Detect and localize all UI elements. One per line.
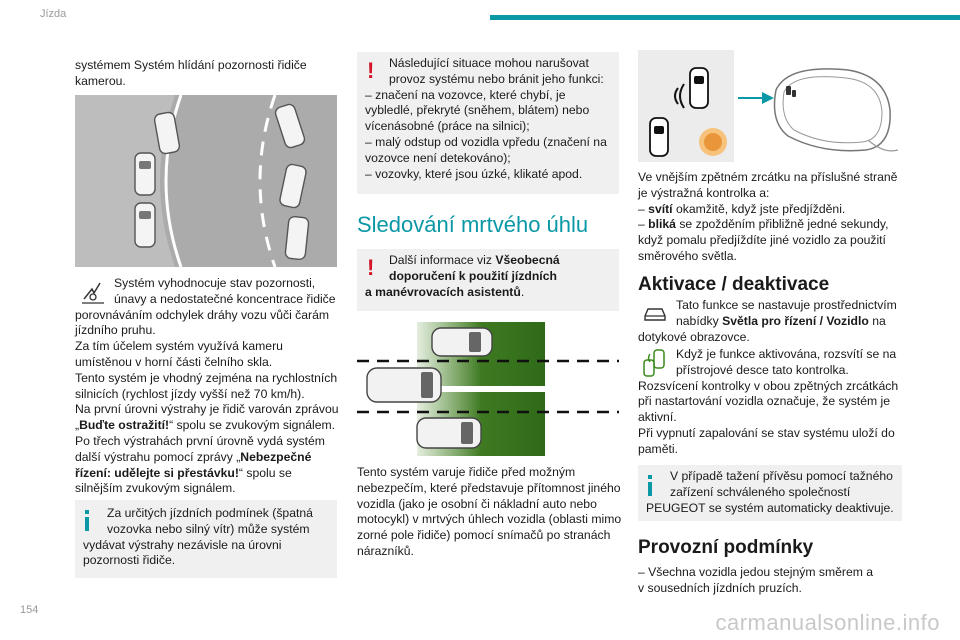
body-text: Další informace viz bbox=[389, 253, 496, 267]
body-line: Rozsvícení kontrolky v obou zpětných zrcátkách bbox=[638, 378, 899, 393]
menu-path: Světla pro řízení / Vozidlo bbox=[722, 313, 869, 328]
warning-message-line bbox=[75, 450, 340, 466]
act2-indent bbox=[676, 347, 906, 379]
warning-line: – vozovky, které jsou úzké, klikaté apod. bbox=[365, 166, 583, 181]
lane-departure-illustration bbox=[75, 95, 337, 267]
body-line: vozidla (jako je osobní či nákladní auto nebo bbox=[357, 496, 597, 511]
steering-wheel-icon bbox=[78, 277, 108, 307]
warning-line: provoz systému nebo bránit jeho funkci: bbox=[389, 71, 604, 86]
body-text: “ spolu se zvukovým signálem. bbox=[169, 418, 336, 433]
info-note-box bbox=[75, 500, 337, 578]
intro-line: kamerou. bbox=[75, 73, 126, 88]
info-note-box bbox=[638, 465, 902, 521]
warning-line: vícenásobné (práce na silnici); bbox=[365, 119, 530, 134]
reference-line bbox=[389, 269, 615, 285]
warning-line: vybledlé, překryté (sněhem, blátem) nebo bbox=[365, 103, 590, 118]
warning-exclamation-icon: ! bbox=[367, 255, 375, 280]
body-line: porovnáváním odchylek dráhy vozu vůči čarám bbox=[75, 307, 330, 322]
body-line: silnějším zvukovým signálem. bbox=[75, 481, 236, 496]
act1-tail bbox=[638, 330, 908, 346]
info-icon bbox=[85, 510, 89, 514]
blind-spot-warning-light-icon bbox=[640, 348, 668, 378]
col1-body bbox=[75, 308, 340, 498]
info-icon-bar bbox=[85, 517, 89, 531]
body-line: Ve vnějším zpětném zrcátku na příslušné straně bbox=[638, 170, 898, 184]
body-line: Po třech výstrahách první úrovně vydá systém bbox=[75, 433, 325, 448]
menu-path-line bbox=[676, 314, 906, 330]
body-line: směrového světla. bbox=[638, 248, 737, 263]
body-line: jízdního pruhu. bbox=[75, 323, 156, 338]
car-menu-icon bbox=[642, 304, 668, 324]
reference-title: a manévrovacích asistentů bbox=[365, 284, 521, 299]
mirror-warning-illustration bbox=[638, 50, 902, 162]
body-text: . bbox=[520, 284, 525, 299]
warning-message-line bbox=[75, 418, 340, 434]
message-dangerous-driving: Nebezpečné bbox=[240, 449, 312, 464]
quote-mark: „ bbox=[75, 418, 80, 433]
note-line: zařízení schváleného společností bbox=[670, 484, 851, 499]
act-body bbox=[638, 379, 910, 458]
info-icon-bar bbox=[648, 482, 652, 496]
warning-line: – malý odstup od vozidla vpředu (značení na bbox=[365, 134, 607, 149]
body-line: když pomalu předjíždíte jiné vozidlo za použití bbox=[638, 233, 886, 248]
note-line: vozovka nebo silný vítr) může systém bbox=[107, 521, 310, 536]
list-dash: – bbox=[638, 217, 649, 232]
intro-line: systémem Systém hlídání pozornosti řidiče bbox=[75, 58, 307, 72]
warning-line: – značení na vozovce, které chybí, je bbox=[365, 87, 566, 102]
body-line: Tento systém je vhodný zejména na rychlostních bbox=[75, 370, 338, 385]
act1-indent bbox=[676, 298, 906, 330]
body-line: přístrojové desce tato kontrolka. bbox=[676, 362, 849, 377]
list-item-flashing bbox=[638, 217, 908, 233]
body-line: dotykové obrazovce. bbox=[638, 329, 750, 344]
body-text: okamžitě, když jste předjížděni. bbox=[672, 201, 846, 216]
body-line: zorné pole řidiče) pomocí snímačů po stranách bbox=[357, 528, 611, 543]
icon-para-line: únavy a nedostatečné koncentrace řidiče bbox=[114, 291, 336, 306]
body-line: Tento systém varuje řidiče před možným bbox=[357, 465, 576, 479]
running-header: Jízda bbox=[40, 8, 67, 20]
state-flashing: bliká bbox=[648, 217, 676, 232]
body-line: paměti. bbox=[638, 441, 678, 456]
section-heading-conditions: Provozní podmínky bbox=[638, 537, 814, 558]
section-heading-blind-spot: Sledování mrtvého úhlu bbox=[357, 212, 589, 237]
body-line: Za tím účelem systém využívá kameru bbox=[75, 339, 283, 354]
body-line: aktivní. bbox=[638, 410, 677, 425]
blind-spot-zone-illustration bbox=[357, 322, 619, 456]
reference-title: Všeobecná bbox=[495, 253, 560, 267]
info-icon bbox=[648, 475, 652, 479]
body-line: – Všechna vozidla jedou stejným směrem a bbox=[638, 565, 874, 579]
body-line: je výstražná kontrolka a: bbox=[638, 185, 770, 200]
page-number: 154 bbox=[20, 604, 39, 616]
body-line: nárazníků. bbox=[357, 543, 414, 558]
warning-note-box bbox=[357, 52, 619, 194]
body-text: nabídky bbox=[676, 313, 723, 328]
state-lit: svítí bbox=[648, 201, 673, 216]
body-text: se zpožděním přibližně jedné sekundy, bbox=[675, 217, 889, 232]
body-line: umístěnou v horní části čelního skla. bbox=[75, 354, 273, 369]
conditions-body bbox=[638, 565, 908, 597]
note-line: Za určitých jízdních podmínek (špatná bbox=[107, 506, 313, 520]
icon-para-line: Systém vyhodnocuje stav pozornosti, bbox=[114, 276, 316, 290]
note-line: pozornosti řidiče. bbox=[83, 553, 176, 568]
message-take-break: řízení: udělejte si přestávku! bbox=[75, 465, 239, 480]
note-line: V případě tažení přívěsu pomocí tažného bbox=[670, 469, 893, 483]
note-line: vydávat výstrahy nezávisle na úrovni bbox=[83, 537, 282, 552]
reference-line bbox=[389, 253, 615, 269]
body-line: silnicích (rychlost jízdy vyšší než 70 km/h). bbox=[75, 386, 305, 401]
body-line: při nastartování vozidla označuje, že systém je bbox=[638, 394, 890, 409]
col2-body bbox=[357, 465, 622, 560]
reference-line bbox=[365, 285, 617, 301]
body-line: motocykl) v mrtvých úhlech vozidla (oblasti mimo bbox=[357, 512, 622, 527]
body-line: Když je funkce aktivována, rozsvítí se na bbox=[676, 347, 897, 361]
reference-note-box bbox=[357, 249, 619, 311]
body-line: nebezpečím, které představuje přítomnost jiného bbox=[357, 480, 621, 495]
note-line: PEUGEOT se systém automaticky deaktivuje. bbox=[646, 500, 894, 515]
warning-line: vozovce není detekováno); bbox=[365, 150, 511, 165]
list-dash: – bbox=[638, 201, 649, 216]
body-line: Tato funkce se nastavuje prostřednictvím bbox=[676, 298, 897, 312]
body-line: v sousedních jízdních pruzích. bbox=[638, 580, 802, 595]
list-item-lit bbox=[638, 202, 908, 218]
icon-para-indent bbox=[114, 276, 339, 308]
body-text: “ spolu se bbox=[238, 465, 292, 480]
warning-exclamation-icon: ! bbox=[367, 58, 375, 83]
header-accent-bar bbox=[490, 15, 960, 20]
watermark: carmanualsonline.info bbox=[715, 610, 940, 635]
body-line: Na první úrovni výstrahy je řidič varován zprávou bbox=[75, 402, 339, 417]
message-be-alert: Buďte ostražití! bbox=[79, 418, 170, 433]
body-line: Při vypnutí zapalování se stav systému uloží do bbox=[638, 425, 895, 440]
reference-title: doporučení k použití jízdních bbox=[389, 268, 557, 283]
section-heading-activation: Aktivace / deaktivace bbox=[638, 274, 830, 295]
col1-intro bbox=[75, 58, 337, 90]
body-text: na bbox=[868, 313, 886, 328]
warning-message-line bbox=[75, 466, 340, 482]
warning-line: Následující situace mohou narušovat bbox=[389, 56, 589, 70]
col3-mirror-text bbox=[638, 170, 908, 265]
body-text: další výstrahu pomocí zprávy „ bbox=[75, 449, 241, 464]
